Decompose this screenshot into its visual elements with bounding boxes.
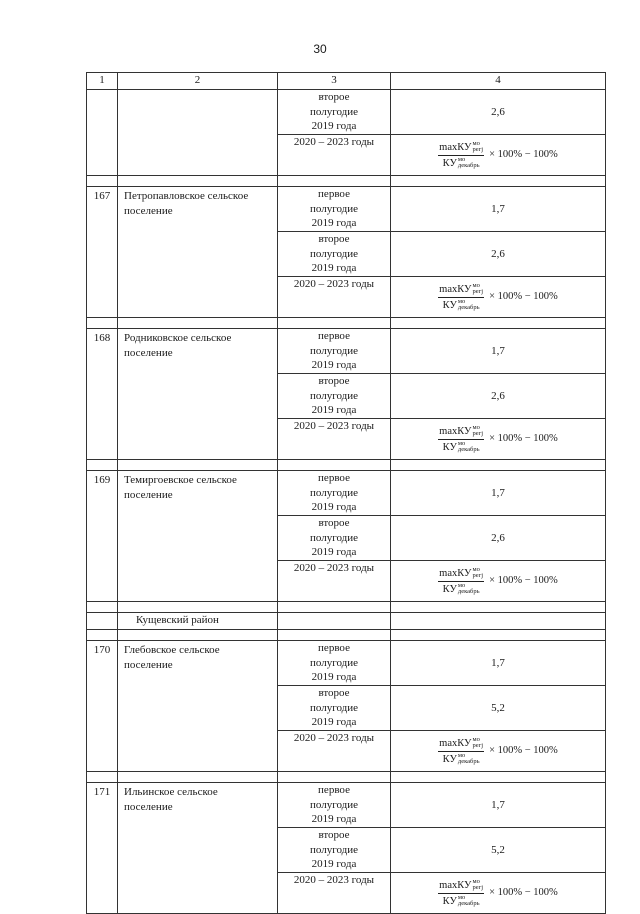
period-label: первое полугодие 2019 года bbox=[278, 783, 391, 828]
formula-tail: × 100% − 100% bbox=[489, 432, 558, 444]
spacer-cell bbox=[118, 772, 278, 783]
formula-den-sup: мо bbox=[457, 893, 466, 901]
formula-den-main: КУ bbox=[442, 299, 457, 311]
period-label: второе полугодие 2019 года bbox=[278, 374, 391, 419]
growth-value: 5,2 bbox=[391, 686, 606, 731]
formula-den-sup: мо bbox=[457, 155, 466, 163]
spacer-cell bbox=[87, 772, 118, 783]
spacer-cell bbox=[87, 318, 118, 329]
formula-tail: × 100% − 100% bbox=[489, 886, 558, 898]
period-row bbox=[87, 187, 606, 232]
spacer-cell bbox=[278, 318, 391, 329]
period-row bbox=[87, 783, 606, 828]
growth-value: 1,7 bbox=[391, 471, 606, 516]
spacer-cell bbox=[391, 460, 606, 471]
formula-num-sub: peгj bbox=[472, 742, 484, 749]
spacer-cell bbox=[87, 602, 118, 613]
period-row bbox=[87, 329, 606, 374]
formula-den-main: КУ bbox=[442, 583, 457, 595]
formula-num-sub: peгj bbox=[472, 430, 484, 437]
district-value-cell bbox=[391, 613, 606, 630]
settlement-name: Родниковское сельское поселение bbox=[118, 329, 278, 460]
spacer-cell bbox=[87, 630, 118, 641]
settlement-name: Глебовское сельское поселение bbox=[118, 641, 278, 772]
period-label: 2020 – 2023 годы bbox=[278, 419, 391, 460]
growth-value: 2,6 bbox=[391, 516, 606, 561]
formula-numerator bbox=[438, 879, 484, 894]
formula-denominator bbox=[442, 752, 481, 766]
district-row bbox=[87, 613, 606, 630]
spacer-cell bbox=[118, 460, 278, 471]
period-label: второе полугодие 2019 года bbox=[278, 686, 391, 731]
growth-formula bbox=[391, 141, 605, 170]
period-label: второе полугодие 2019 года bbox=[278, 828, 391, 873]
period-label: 2020 – 2023 годы bbox=[278, 873, 391, 914]
period-label: первое полугодие 2019 года bbox=[278, 641, 391, 686]
spacer-cell bbox=[278, 176, 391, 187]
header-cell-2: 2 bbox=[118, 73, 278, 90]
period-label: второе полугодие 2019 года bbox=[278, 516, 391, 561]
growth-value: 2,6 bbox=[391, 90, 606, 135]
period-label: второе полугодие 2019 года bbox=[278, 90, 391, 135]
spacer-cell bbox=[391, 772, 606, 783]
formula-den-main: КУ bbox=[442, 157, 457, 169]
settlement-number: 170 bbox=[87, 641, 118, 772]
formula-tail: × 100% − 100% bbox=[489, 148, 558, 160]
formula-fraction bbox=[438, 737, 484, 766]
spacer-cell bbox=[278, 460, 391, 471]
formula-num-sup: мо bbox=[472, 281, 480, 289]
formula-den-sub: декабрь bbox=[457, 900, 480, 907]
formula-den-indices bbox=[458, 157, 480, 170]
header-cell-1: 1 bbox=[87, 73, 118, 90]
formula-den-indices bbox=[458, 441, 480, 454]
settlement-number: 168 bbox=[87, 329, 118, 460]
formula-numerator bbox=[438, 425, 484, 440]
page-number: 30 bbox=[313, 42, 327, 56]
period-label: 2020 – 2023 годы bbox=[278, 277, 391, 318]
growth-value: 5,2 bbox=[391, 828, 606, 873]
formula-numerator bbox=[438, 567, 484, 582]
period-row bbox=[87, 471, 606, 516]
formula-num-sub: peгj bbox=[472, 288, 484, 295]
formula-denominator bbox=[442, 894, 481, 908]
growth-value: 1,7 bbox=[391, 329, 606, 374]
formula-tail: × 100% − 100% bbox=[489, 744, 558, 756]
formula-den-sub: декабрь bbox=[457, 588, 480, 595]
period-label: первое полугодие 2019 года bbox=[278, 471, 391, 516]
spacer-cell bbox=[118, 630, 278, 641]
formula-den-main: КУ bbox=[442, 441, 457, 453]
period-label: 2020 – 2023 годы bbox=[278, 731, 391, 772]
formula-num-main: maxКУ bbox=[439, 737, 472, 749]
growth-formula bbox=[391, 425, 605, 454]
formula-num-sup: мо bbox=[472, 735, 480, 743]
spacer-row bbox=[87, 176, 606, 187]
header-cell-3: 3 bbox=[278, 73, 391, 90]
formula-num-sup: мо bbox=[472, 877, 480, 885]
formula-den-sub: декабрь bbox=[457, 304, 480, 311]
formula-cell bbox=[391, 731, 606, 772]
tariff-table bbox=[86, 72, 606, 914]
growth-value: 1,7 bbox=[391, 187, 606, 232]
formula-den-main: КУ bbox=[442, 753, 457, 765]
formula-den-main: КУ bbox=[442, 895, 457, 907]
formula-num-indices bbox=[472, 141, 483, 154]
settlement-name: Петропавловское сельское поселение bbox=[118, 187, 278, 318]
formula-cell bbox=[391, 561, 606, 602]
period-row bbox=[87, 641, 606, 686]
formula-num-main: maxКУ bbox=[439, 141, 472, 153]
formula-fraction bbox=[438, 141, 484, 170]
formula-den-sub: декабрь bbox=[457, 446, 480, 453]
formula-fraction bbox=[438, 879, 484, 908]
formula-denominator bbox=[442, 298, 481, 312]
formula-den-sup: мо bbox=[457, 581, 466, 589]
formula-den-indices bbox=[458, 895, 480, 908]
growth-formula bbox=[391, 567, 605, 596]
formula-tail: × 100% − 100% bbox=[489, 290, 558, 302]
spacer-row bbox=[87, 630, 606, 641]
period-label: 2020 – 2023 годы bbox=[278, 561, 391, 602]
formula-den-indices bbox=[458, 753, 480, 766]
formula-num-sup: мо bbox=[472, 565, 480, 573]
spacer-cell bbox=[87, 460, 118, 471]
formula-numerator bbox=[438, 737, 484, 752]
spacer-row bbox=[87, 318, 606, 329]
growth-value: 1,7 bbox=[391, 783, 606, 828]
formula-denominator bbox=[442, 156, 481, 170]
settlement-number: 167 bbox=[87, 187, 118, 318]
formula-fraction bbox=[438, 567, 484, 596]
formula-num-indices bbox=[472, 283, 483, 296]
formula-num-main: maxКУ bbox=[439, 879, 472, 891]
formula-num-indices bbox=[472, 737, 483, 750]
header-cell-4: 4 bbox=[391, 73, 606, 90]
settlement-name: Темиргоевское сельское поселение bbox=[118, 471, 278, 602]
spacer-cell bbox=[118, 602, 278, 613]
growth-formula bbox=[391, 737, 605, 766]
settlement-name: Ильинское сельское поселение bbox=[118, 783, 278, 914]
district-num-cell bbox=[87, 613, 118, 630]
growth-formula bbox=[391, 283, 605, 312]
formula-denominator bbox=[442, 582, 481, 596]
growth-value: 2,6 bbox=[391, 374, 606, 419]
formula-fraction bbox=[438, 425, 484, 454]
formula-num-sup: мо bbox=[472, 423, 480, 431]
formula-num-indices bbox=[472, 567, 483, 580]
formula-num-indices bbox=[472, 879, 483, 892]
formula-num-sup: мо bbox=[472, 139, 480, 147]
formula-num-indices bbox=[472, 425, 483, 438]
formula-numerator bbox=[438, 283, 484, 298]
spacer-cell bbox=[391, 630, 606, 641]
spacer-cell bbox=[118, 176, 278, 187]
period-label: второе полугодие 2019 года bbox=[278, 232, 391, 277]
formula-cell bbox=[391, 419, 606, 460]
spacer-cell bbox=[391, 602, 606, 613]
spacer-row bbox=[87, 772, 606, 783]
formula-den-indices bbox=[458, 299, 480, 312]
formula-num-main: maxКУ bbox=[439, 283, 472, 295]
settlement-number: 169 bbox=[87, 471, 118, 602]
formula-fraction bbox=[438, 283, 484, 312]
formula-num-main: maxКУ bbox=[439, 567, 472, 579]
formula-num-sub: peгj bbox=[472, 884, 484, 891]
formula-den-sup: мо bbox=[457, 751, 466, 759]
period-label: 2020 – 2023 годы bbox=[278, 135, 391, 176]
growth-value: 2,6 bbox=[391, 232, 606, 277]
growth-value: 1,7 bbox=[391, 641, 606, 686]
district-period-cell bbox=[278, 613, 391, 630]
formula-denominator bbox=[442, 440, 481, 454]
spacer-cell bbox=[278, 772, 391, 783]
formula-num-sub: peгj bbox=[472, 146, 484, 153]
formula-num-main: maxКУ bbox=[439, 425, 472, 437]
header-row bbox=[87, 73, 606, 90]
spacer-cell bbox=[278, 630, 391, 641]
formula-den-indices bbox=[458, 583, 480, 596]
settlement-number: 171 bbox=[87, 783, 118, 914]
formula-num-sub: peгj bbox=[472, 572, 484, 579]
period-row bbox=[87, 90, 606, 135]
district-name: Кущевский район bbox=[118, 613, 278, 630]
settlement-name bbox=[118, 90, 278, 176]
formula-cell bbox=[391, 277, 606, 318]
formula-den-sub: декабрь bbox=[457, 758, 480, 765]
formula-den-sup: мо bbox=[457, 297, 466, 305]
growth-formula bbox=[391, 879, 605, 908]
spacer-row bbox=[87, 602, 606, 613]
period-label: первое полугодие 2019 года bbox=[278, 329, 391, 374]
formula-cell bbox=[391, 135, 606, 176]
formula-den-sub: декабрь bbox=[457, 162, 480, 169]
formula-cell bbox=[391, 873, 606, 914]
spacer-row bbox=[87, 460, 606, 471]
formula-den-sup: мо bbox=[457, 439, 466, 447]
period-label: первое полугодие 2019 года bbox=[278, 187, 391, 232]
spacer-cell bbox=[278, 602, 391, 613]
spacer-cell bbox=[87, 176, 118, 187]
formula-tail: × 100% − 100% bbox=[489, 574, 558, 586]
settlement-number bbox=[87, 90, 118, 176]
spacer-cell bbox=[118, 318, 278, 329]
spacer-cell bbox=[391, 318, 606, 329]
formula-numerator bbox=[438, 141, 484, 156]
spacer-cell bbox=[391, 176, 606, 187]
